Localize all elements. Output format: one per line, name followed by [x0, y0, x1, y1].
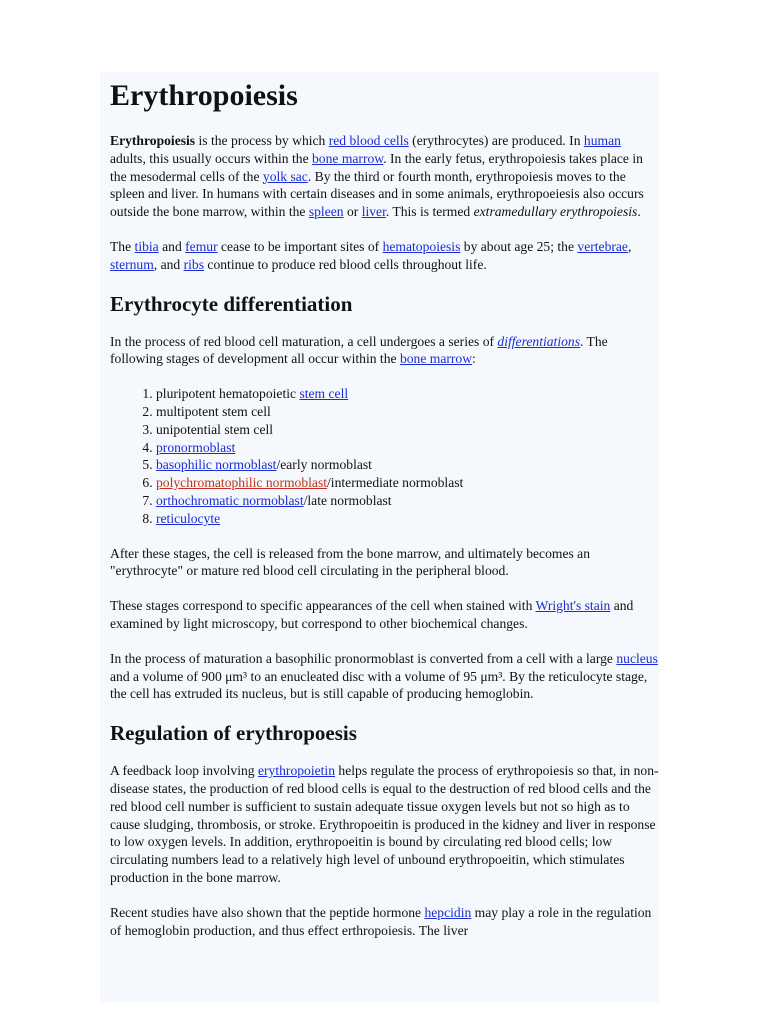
sites-paragraph — [110, 238, 659, 274]
article-content — [110, 72, 659, 956]
page-title: Erythropoiesis — [110, 79, 298, 112]
intro-paragraph — [110, 132, 659, 221]
link-hepcidin[interactable]: hepcidin — [424, 904, 472, 920]
link-red-blood-cells[interactable]: red blood cells — [328, 133, 409, 148]
link-yolk-sac[interactable]: yolk sac — [262, 168, 308, 184]
list-item — [156, 403, 659, 421]
list-item — [156, 510, 659, 528]
sites-text: and — [158, 238, 186, 254]
sites-text: The — [110, 238, 135, 254]
recent-text: may play a role in the regulation of hemoglobin production, and thus effect erthropoiesis. The liver — [110, 904, 652, 938]
sites-text: , — [627, 238, 632, 254]
intro-text: is the process by which — [195, 133, 329, 148]
intro-text: (erythrocytes) are produced. In — [408, 133, 584, 148]
list-item — [156, 456, 659, 474]
maturation-paragraph — [110, 650, 659, 703]
regulation-text: helps regulate the process of erythropoiesis so that, in non-disease states, the production of red blood cells is equal to the destruction of red blood cells and the red blood cell number is sufficient to sustain adequate tissue oxygen levels but not so high as to cause sludging, thrombosis, or stroke. Erythropoeitin is produced in the kidney and liver in response to low oxygen levels. In addition, erythropoeitin is bound by circulating red blood cells; low circulating numbers lead to a relatively high level of unbound erythropoeitin, which stimulates production in the bone marrow. — [110, 763, 659, 885]
regulation-paragraph — [110, 762, 659, 887]
sites-text: , and — [153, 256, 184, 272]
intro-text: . This is termed — [385, 204, 474, 220]
link-human[interactable]: human — [583, 133, 621, 148]
link-basophilic-normoblast[interactable]: basophilic normoblast — [156, 457, 277, 473]
stage-text: /late normoblast — [303, 492, 392, 508]
intro-emphasis: extramedullary erythropoiesis — [473, 204, 638, 220]
link-polychromatophilic-normoblast[interactable]: polychromatophilic normoblast — [156, 475, 328, 491]
link-ribs[interactable]: ribs — [183, 256, 205, 272]
link-femur[interactable]: femur — [185, 238, 218, 254]
list-item — [156, 421, 659, 439]
intro-text: or — [343, 204, 362, 220]
stage-text: /intermediate normoblast — [327, 475, 464, 491]
diff-text: : — [472, 351, 476, 367]
recent-studies-paragraph — [110, 904, 659, 940]
link-liver[interactable]: liver — [361, 204, 386, 220]
link-bone-marrow-2[interactable]: bone marrow — [399, 351, 473, 367]
differentiation-paragraph — [110, 333, 659, 369]
link-differentiations-text: differentiations — [497, 333, 580, 349]
intro-text: . In the early fetus, erythropoiesis takes place in the mesodermal cells of the — [110, 150, 643, 184]
list-item — [156, 474, 659, 492]
link-hematopoiesis[interactable]: hematopoiesis — [382, 238, 461, 254]
stages-list — [110, 385, 659, 527]
recent-text: Recent studies have also shown that the peptide hormone — [110, 904, 425, 920]
after-stages-paragraph: After these stages, the cell is released from the bone marrow, and ultimately becomes an "erythrocyte" or mature red blood cell circulating in the peripheral blood. — [110, 545, 591, 579]
section-heading-regulation: Regulation of erythropoesis — [110, 721, 357, 746]
link-vertebrae[interactable]: vertebrae — [577, 238, 628, 254]
link-nucleus[interactable]: nucleus — [616, 650, 658, 666]
sites-text: by about age 25; the — [460, 238, 578, 254]
intro-bold-term: Erythropoiesis — [110, 133, 196, 148]
link-erythropoietin[interactable]: erythropoietin — [258, 763, 336, 779]
link-pronormoblast[interactable]: pronormoblast — [156, 439, 236, 455]
maturation-text: and a volume of 900 μm³ to an enucleated disc with a volume of 95 μm³. By the reticulocyte stage, the cell has extruded its nucleus, but is still capable of producing hemoglobin. — [110, 668, 648, 702]
link-bone-marrow[interactable]: bone marrow — [312, 150, 384, 166]
maturation-text: In the process of maturation a basophilic pronormoblast is converted from a cell with a large — [110, 650, 617, 666]
link-tibia[interactable]: tibia — [134, 238, 159, 254]
link-differentiations[interactable] — [497, 334, 580, 349]
list-item — [156, 385, 659, 403]
sites-text: continue to produce red blood cells throughout life. — [204, 256, 487, 272]
link-wrights-stain[interactable]: Wright's stain — [535, 598, 611, 614]
stain-paragraph — [110, 597, 659, 633]
document-page — [100, 72, 659, 1002]
link-stem-cell[interactable]: stem cell — [299, 386, 349, 402]
intro-text: . By the third or fourth month, erythropoiesis moves to the spleen and liver. In humans with certain diseases and in some animals, erythropoeiesis also occurs outside the bone marrow, within the — [110, 168, 644, 220]
regulation-text: A feedback loop involving — [110, 763, 258, 779]
list-item — [156, 439, 659, 457]
list-item — [156, 492, 659, 510]
stage-text: multipotent stem cell — [156, 403, 271, 419]
stain-text: These stages correspond to specific appearances of the cell when stained with — [110, 598, 536, 614]
intro-text: . — [637, 204, 641, 220]
stage-text: /early normoblast — [276, 457, 372, 473]
diff-text: In the process of red blood cell maturation, a cell undergoes a series of — [110, 333, 498, 349]
link-spleen[interactable]: spleen — [308, 204, 344, 220]
stage-text: pluripotent hematopoietic — [156, 386, 300, 402]
link-orthochromatic-normoblast[interactable]: orthochromatic normoblast — [156, 492, 304, 508]
stain-text: and examined by light microscopy, but correspond to other biochemical changes. — [110, 598, 634, 631]
diff-text: . The following stages of development all occur within the — [110, 333, 608, 367]
sites-text: cease to be important sites of — [217, 238, 383, 254]
link-sternum[interactable]: sternum — [110, 256, 154, 272]
link-reticulocyte[interactable]: reticulocyte — [156, 510, 221, 526]
stage-text: unipotential stem cell — [156, 421, 274, 437]
section-heading-differentiation: Erythrocyte differentiation — [110, 291, 353, 316]
intro-text: adults, this usually occurs within the — [110, 150, 312, 166]
